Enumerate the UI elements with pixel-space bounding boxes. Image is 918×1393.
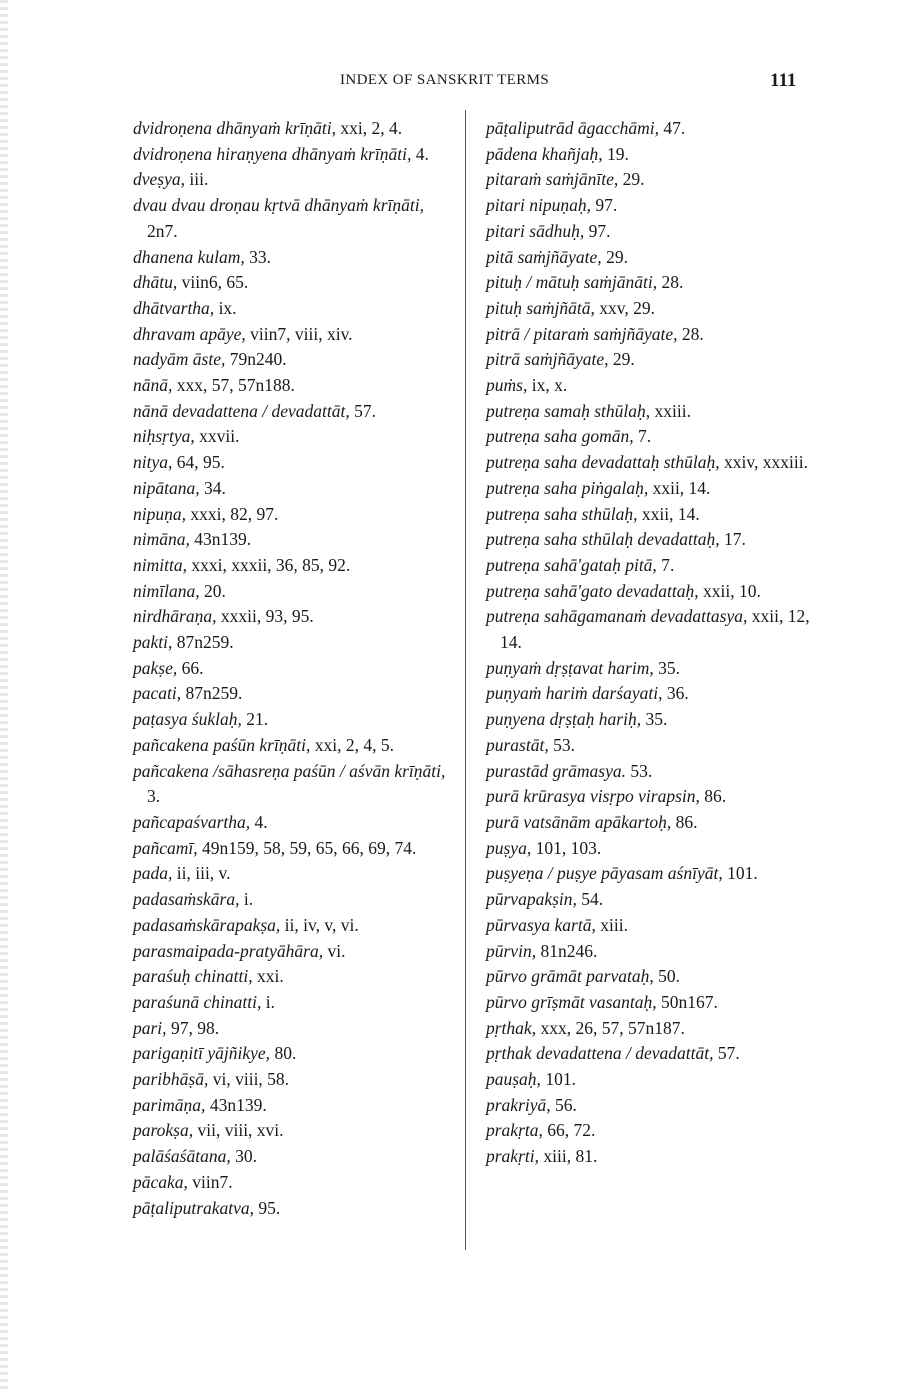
index-term: pṛthak, bbox=[486, 1017, 537, 1038]
index-references: ix, x. bbox=[527, 375, 568, 396]
index-entry bbox=[133, 167, 458, 193]
index-term: padasaṁskāra, bbox=[133, 889, 240, 910]
index-entry bbox=[133, 399, 458, 425]
index-entry bbox=[133, 347, 458, 373]
index-term: putreṇa saha devadattaḥ sthūlaḥ, bbox=[486, 452, 720, 473]
index-entry bbox=[133, 424, 458, 450]
index-term: pakṣe, bbox=[133, 657, 178, 678]
index-references: 29. bbox=[601, 246, 628, 267]
index-references: 86. bbox=[671, 811, 698, 832]
index-entry bbox=[133, 1196, 458, 1222]
index-term: putreṇa sahāgamanaṁ devadattasya, bbox=[486, 606, 748, 627]
index-references: xxxi, xxxii, 36, 85, 92. bbox=[186, 554, 351, 575]
index-references: 4. bbox=[411, 143, 429, 164]
index-term: palāśaśātana, bbox=[133, 1146, 231, 1167]
index-term: pauṣaḥ, bbox=[486, 1069, 541, 1090]
index-references: 53. bbox=[626, 760, 653, 781]
index-entry bbox=[133, 450, 458, 476]
index-term: pūrvasya kartā, bbox=[486, 914, 596, 935]
index-entry bbox=[133, 759, 458, 810]
index-references: 21. bbox=[241, 709, 269, 730]
index-entry bbox=[133, 913, 458, 939]
index-term: pādena khañjaḥ, bbox=[486, 143, 603, 164]
index-entry bbox=[133, 1170, 458, 1196]
index-entry bbox=[133, 990, 458, 1016]
index-references: viin7, viii, xiv. bbox=[245, 323, 353, 344]
index-term: nitya, bbox=[133, 452, 173, 473]
index-term: pacati, bbox=[133, 683, 182, 704]
index-term: purā krūrasya visṛpo virapsin, bbox=[486, 786, 700, 807]
index-entry bbox=[486, 913, 811, 939]
index-term: pitari nipuṇaḥ, bbox=[486, 195, 592, 216]
index-entry bbox=[486, 553, 811, 579]
index-term: nadyām āste, bbox=[133, 349, 226, 370]
index-references: 28. bbox=[677, 323, 704, 344]
index-term: nānā devadattena / devadattāt, bbox=[133, 400, 350, 421]
index-term: pitaraṁ saṁjānīte, bbox=[486, 169, 619, 190]
index-entry bbox=[133, 681, 458, 707]
index-entry bbox=[133, 527, 458, 553]
page-header bbox=[0, 70, 918, 96]
index-entry bbox=[133, 1144, 458, 1170]
index-term: parokṣa, bbox=[133, 1120, 194, 1141]
index-entry bbox=[486, 604, 811, 655]
index-references: 50. bbox=[653, 966, 680, 987]
index-term: purā vatsānām apākartoḥ, bbox=[486, 811, 672, 832]
index-entry bbox=[133, 630, 458, 656]
index-entry bbox=[486, 1067, 811, 1093]
index-term: parasmaipada-pratyāhāra, bbox=[133, 940, 324, 961]
index-entry bbox=[133, 1093, 458, 1119]
index-entry bbox=[486, 1093, 811, 1119]
index-references: 43n139. bbox=[189, 529, 252, 550]
scan-edge bbox=[0, 0, 8, 1393]
index-entry bbox=[133, 193, 458, 244]
index-term: nipātana, bbox=[133, 477, 200, 498]
index-term: purastād grāmasya. bbox=[486, 760, 627, 781]
index-entry bbox=[486, 861, 811, 887]
index-term: parimāṇa, bbox=[133, 1094, 206, 1115]
index-references: 57. bbox=[713, 1043, 740, 1064]
index-entry bbox=[133, 836, 458, 862]
index-entry bbox=[486, 142, 811, 168]
index-entry bbox=[133, 1041, 458, 1067]
index-references: 53. bbox=[548, 734, 575, 755]
index-references: 101. bbox=[540, 1069, 576, 1090]
index-term: putreṇa sahā'gataḥ pitā, bbox=[486, 554, 657, 575]
index-references: xxii, 14. bbox=[637, 503, 700, 524]
index-entry bbox=[486, 527, 811, 553]
index-term: nimitta, bbox=[133, 554, 187, 575]
index-references: 50n167. bbox=[656, 991, 718, 1012]
running-head: INDEX OF SANSKRIT TERMS bbox=[340, 72, 550, 88]
index-term: paraśuḥ chinatti, bbox=[133, 966, 253, 987]
index-entry bbox=[133, 296, 458, 322]
index-references: 7. bbox=[656, 554, 675, 575]
index-references: 56. bbox=[550, 1094, 577, 1115]
index-column-right bbox=[486, 116, 811, 1170]
index-entry bbox=[133, 142, 458, 168]
index-entry bbox=[133, 964, 458, 990]
index-references: ii, iii, v. bbox=[172, 863, 231, 884]
index-references: 47. bbox=[659, 118, 686, 138]
index-references: 87n259. bbox=[181, 683, 243, 704]
index-entry bbox=[486, 656, 811, 682]
index-term: paraśunā chinatti, bbox=[133, 991, 262, 1012]
index-term: purastāt, bbox=[486, 734, 549, 755]
index-term: puṇyaṁ dṛṣṭavat harim, bbox=[486, 657, 654, 678]
index-term: putreṇa saha piṅgalaḥ, bbox=[486, 477, 649, 498]
index-references: xxii, 14. bbox=[648, 477, 711, 498]
index-entry bbox=[486, 399, 811, 425]
index-term: pūrvo grīṣmāt vasantaḥ, bbox=[486, 991, 657, 1012]
index-entry bbox=[486, 296, 811, 322]
index-term: prakṛta, bbox=[486, 1120, 543, 1141]
index-references: 19. bbox=[602, 143, 629, 164]
index-entry bbox=[133, 861, 458, 887]
index-references: 7. bbox=[633, 426, 652, 447]
index-references: ii, iv, v, vi. bbox=[280, 914, 359, 935]
index-term: puṇyaṁ hariṁ darśayati, bbox=[486, 683, 663, 704]
index-entry bbox=[133, 810, 458, 836]
index-entry bbox=[486, 887, 811, 913]
index-term: pakti, bbox=[133, 632, 173, 653]
index-references: 17. bbox=[719, 529, 746, 550]
index-references: 66, 72. bbox=[542, 1120, 596, 1141]
index-references: 66. bbox=[177, 657, 204, 678]
index-references: viin6, 65. bbox=[177, 272, 249, 293]
index-references: 4. bbox=[250, 811, 268, 832]
index-entry bbox=[133, 322, 458, 348]
index-term: puṣya, bbox=[486, 837, 532, 858]
index-term: pācaka, bbox=[133, 1171, 188, 1192]
page-number: 111 bbox=[770, 70, 797, 91]
index-term: nipuṇa, bbox=[133, 503, 186, 524]
index-entry bbox=[133, 502, 458, 528]
index-references: 86. bbox=[699, 786, 727, 807]
index-entry bbox=[133, 579, 458, 605]
index-term: dhātu, bbox=[133, 272, 178, 293]
index-references: 34. bbox=[199, 477, 226, 498]
column-divider bbox=[465, 110, 466, 1250]
index-term: puṇyena dṛṣṭaḥ hariḥ, bbox=[486, 709, 642, 730]
index-term: nirdhāraṇa, bbox=[133, 606, 217, 627]
index-references: xxii, 12, 14. bbox=[500, 606, 810, 653]
index-term: pañcakena paśūn krīṇāti, bbox=[133, 734, 311, 755]
index-term: puṣyeṇa / puṣye pāyasam aśnīyāt, bbox=[486, 863, 723, 884]
index-references: 81n246. bbox=[536, 940, 598, 961]
index-term: nānā, bbox=[133, 375, 173, 396]
index-entry bbox=[486, 681, 811, 707]
index-term: dhātvartha, bbox=[133, 297, 215, 318]
index-references: 49n159, 58, 59, 65, 66, 69, 74. bbox=[197, 837, 417, 858]
index-entry bbox=[133, 373, 458, 399]
index-term: nimāna, bbox=[133, 529, 190, 550]
index-references: xxxii, 93, 95. bbox=[216, 606, 314, 627]
index-references: 35. bbox=[653, 657, 680, 678]
index-references: i. bbox=[261, 991, 275, 1012]
index-entry bbox=[133, 1118, 458, 1144]
index-term: dhanena kulam, bbox=[133, 246, 245, 267]
index-references: 101. bbox=[722, 863, 758, 884]
index-entry bbox=[486, 836, 811, 862]
index-entry bbox=[486, 116, 811, 142]
index-references: i. bbox=[239, 889, 254, 910]
index-entry bbox=[486, 707, 811, 733]
index-references: viin7. bbox=[187, 1171, 233, 1192]
index-entry bbox=[486, 784, 811, 810]
index-term: nimīlana, bbox=[133, 580, 200, 601]
index-term: pūrvo grāmāt parvataḥ, bbox=[486, 966, 654, 987]
index-references: ix. bbox=[214, 297, 237, 318]
index-term: pitrā saṁjñāyate, bbox=[486, 349, 609, 370]
index-term: pūrvin, bbox=[486, 940, 537, 961]
index-entry bbox=[133, 116, 458, 142]
index-term: pituḥ saṁjñātā, bbox=[486, 297, 595, 318]
index-references: 97. bbox=[584, 220, 611, 241]
index-entry bbox=[133, 733, 458, 759]
index-term: prakṛti, bbox=[486, 1146, 539, 1167]
index-entry bbox=[133, 245, 458, 271]
index-entry bbox=[133, 553, 458, 579]
index-entry bbox=[486, 322, 811, 348]
index-references: xiii. bbox=[595, 914, 628, 935]
index-entry bbox=[486, 270, 811, 296]
index-entry bbox=[486, 373, 811, 399]
index-references: xxxi, 82, 97. bbox=[186, 503, 279, 524]
index-entry bbox=[486, 990, 811, 1016]
index-entry bbox=[133, 270, 458, 296]
index-references: xxi, 2, 4, 5. bbox=[310, 734, 395, 755]
index-references: 33. bbox=[244, 246, 272, 267]
index-entry bbox=[133, 656, 458, 682]
index-term: niḥsṛtya, bbox=[133, 426, 195, 447]
index-term: pitari sādhuḥ, bbox=[486, 220, 585, 241]
index-entry bbox=[486, 193, 811, 219]
index-references: xxx, 57, 57n188. bbox=[172, 375, 295, 396]
index-entry bbox=[133, 887, 458, 913]
index-references: xxi. bbox=[252, 966, 284, 987]
index-references: vi, viii, 58. bbox=[208, 1069, 290, 1090]
index-references: iii. bbox=[185, 169, 209, 190]
index-term: paṭasya śuklaḥ, bbox=[133, 709, 242, 730]
index-term: pañcakena /sāhasreṇa paśūn / aśvān krīṇāti, bbox=[133, 760, 446, 781]
index-references: vi. bbox=[323, 940, 346, 961]
index-entry bbox=[486, 1016, 811, 1042]
index-references: 43n139. bbox=[205, 1094, 267, 1115]
index-references: 28. bbox=[657, 272, 684, 293]
index-references: xxiv, xxxiii. bbox=[719, 452, 808, 473]
index-references: vii, viii, xvi. bbox=[193, 1120, 284, 1141]
index-term: pūrvapakṣin, bbox=[486, 889, 577, 910]
index-entry bbox=[133, 707, 458, 733]
index-term: dveṣya, bbox=[133, 169, 185, 190]
index-entry bbox=[486, 219, 811, 245]
index-references: xxvii. bbox=[194, 426, 240, 447]
index-entry bbox=[486, 347, 811, 373]
index-entry bbox=[486, 450, 811, 476]
index-references: 101, 103. bbox=[531, 837, 602, 858]
index-entry bbox=[486, 733, 811, 759]
index-entry bbox=[486, 1041, 811, 1067]
index-references: 54. bbox=[576, 889, 604, 910]
index-term: puṁs, bbox=[486, 375, 528, 396]
index-term: dhravam apāye, bbox=[133, 323, 246, 344]
index-term: paribhāṣā, bbox=[133, 1069, 209, 1090]
index-term: pada, bbox=[133, 863, 173, 884]
index-references: 2n7. bbox=[147, 220, 178, 241]
index-references: xxi, 2, 4. bbox=[336, 118, 403, 138]
index-entry bbox=[486, 939, 811, 965]
index-references: 97. bbox=[591, 195, 618, 216]
index-term: pāṭaliputrād āgacchāmi, bbox=[486, 118, 660, 138]
index-term: padasaṁskārapakṣa, bbox=[133, 914, 281, 935]
index-term: putreṇa saha sthūlaḥ devadattaḥ, bbox=[486, 529, 720, 550]
index-references: 80. bbox=[270, 1043, 297, 1064]
index-references: xxii, 10. bbox=[698, 580, 761, 601]
index-entry bbox=[486, 964, 811, 990]
index-entry bbox=[486, 424, 811, 450]
index-references: xxiii. bbox=[650, 400, 691, 421]
index-entry bbox=[486, 579, 811, 605]
index-references: 29. bbox=[618, 169, 645, 190]
index-term: pṛthak devadattena / devadattāt, bbox=[486, 1043, 714, 1064]
index-term: dvidroṇena dhānyaṁ krīṇāti, bbox=[133, 118, 337, 138]
index-column-left bbox=[133, 116, 458, 1221]
index-entry bbox=[133, 1067, 458, 1093]
index-term: putreṇa saha gomān, bbox=[486, 426, 634, 447]
index-term: pañcamī, bbox=[133, 837, 198, 858]
index-references: xxv, 29. bbox=[594, 297, 656, 318]
index-term: pañcapaśvartha, bbox=[133, 811, 251, 832]
index-entry bbox=[133, 604, 458, 630]
index-entry bbox=[486, 476, 811, 502]
index-term: prakriyā, bbox=[486, 1094, 551, 1115]
index-term: pitrā / pitaraṁ saṁjñāyate, bbox=[486, 323, 678, 344]
index-references: 64, 95. bbox=[172, 452, 225, 473]
index-references: 30. bbox=[230, 1146, 257, 1167]
index-references: xxx, 26, 57, 57n187. bbox=[536, 1017, 685, 1038]
index-term: pitā saṁjñāyate, bbox=[486, 246, 602, 267]
index-entry bbox=[486, 759, 811, 785]
index-term: putreṇa samaḥ sthūlaḥ, bbox=[486, 400, 651, 421]
index-entry bbox=[486, 502, 811, 528]
index-entry bbox=[486, 1118, 811, 1144]
index-references: 29. bbox=[608, 349, 635, 370]
index-term: putreṇa saha sthūlaḥ, bbox=[486, 503, 638, 524]
index-references: 87n259. bbox=[172, 632, 234, 653]
index-references: 95. bbox=[254, 1197, 281, 1218]
index-entry bbox=[486, 167, 811, 193]
index-references: 36. bbox=[662, 683, 689, 704]
index-entry bbox=[133, 939, 458, 965]
index-references: 35. bbox=[641, 709, 668, 730]
index-term: putreṇa sahā'gato devadattaḥ, bbox=[486, 580, 699, 601]
index-references: 97, 98. bbox=[166, 1017, 220, 1038]
index-references: xiii, 81. bbox=[539, 1146, 598, 1167]
index-references: 57. bbox=[349, 400, 377, 421]
index-term: pituḥ / mātuḥ saṁjānāti, bbox=[486, 272, 658, 293]
index-term: dvidroṇena hiraṇyena dhānyaṁ krīṇāti, bbox=[133, 143, 412, 164]
index-term: dvau dvau droṇau kṛtvā dhānyaṁ krīṇāti, bbox=[133, 195, 424, 216]
index-entry bbox=[486, 245, 811, 271]
index-references: 20. bbox=[199, 580, 226, 601]
index-entry bbox=[486, 810, 811, 836]
index-entry bbox=[133, 476, 458, 502]
index-term: pari, bbox=[133, 1017, 167, 1038]
index-references: 79n240. bbox=[225, 349, 287, 370]
index-term: parigaṇitī yājñikye, bbox=[133, 1043, 271, 1064]
index-term: pāṭaliputrakatva, bbox=[133, 1197, 255, 1218]
index-entry bbox=[486, 1144, 811, 1170]
index-entry bbox=[133, 1016, 458, 1042]
index-references: 3. bbox=[147, 786, 161, 807]
